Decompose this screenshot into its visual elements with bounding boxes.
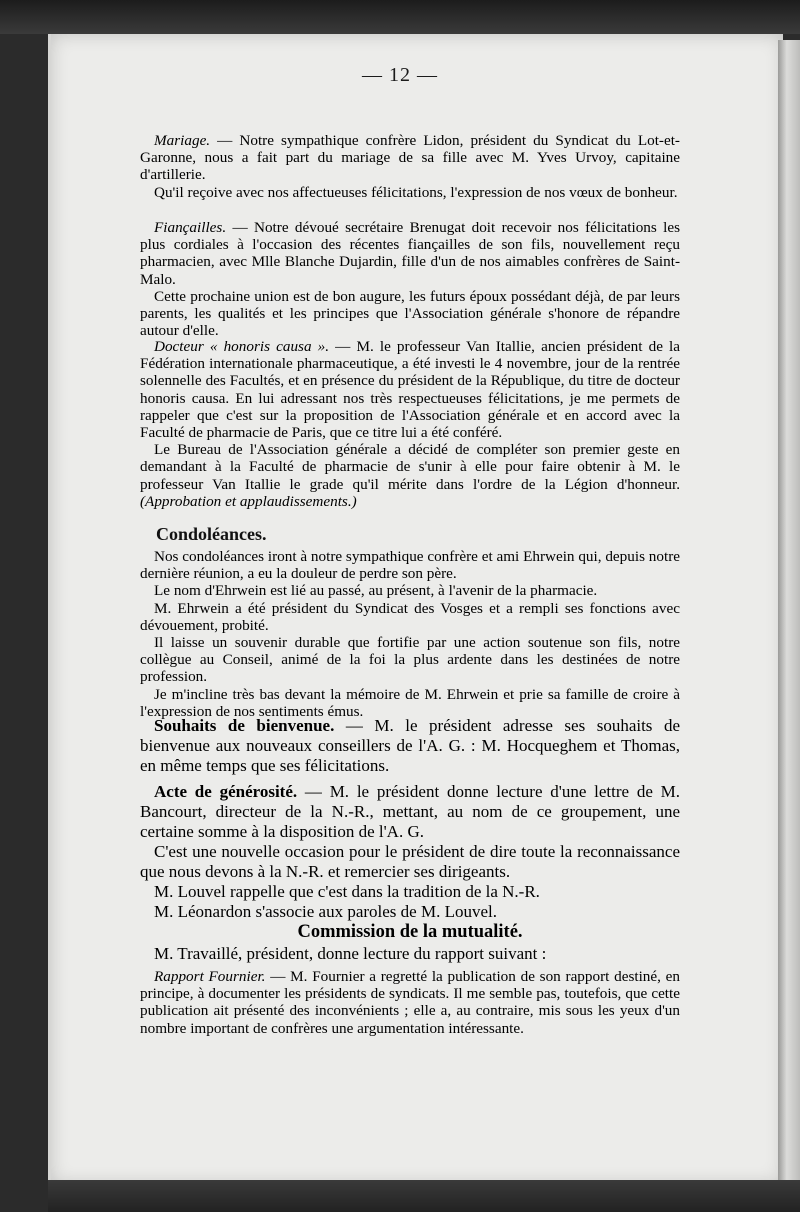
mariage-p2: Qu'il reçoive avec nos affectueuses félicitations, l'expression de nos vœux de bonheur.: [154, 183, 678, 201]
commission-heading: Commission de la mutualité.: [297, 922, 523, 942]
section-rapport: [140, 968, 680, 1037]
condoleances-p4: Il laisse un souvenir durable que fortifie par une action soutenue son fils, notre collègue au Conseil, animé de la foi la plus ardente dans les destinées de notre profession.: [140, 634, 680, 686]
page-number: — 12 —: [362, 64, 438, 86]
section-docteur: [140, 338, 680, 510]
acte-p4: M. Léonardon s'associe aux paroles de M. Louvel.: [154, 902, 497, 921]
fiancailles-text: — Notre dévoué secrétaire Brenugat doit recevoir nos félicitations les plus cordiales à l'occasion des récentes fiançailles de son fils, nouvellement reçu pharmacien, avec Mlle Blanche Dujardin, fille d'un de nos aimables confrères de Saint-Malo.: [140, 219, 680, 288]
fiancailles-lead: Fiançailles.: [154, 219, 227, 236]
docteur-lead: Docteur « honoris causa ».: [154, 338, 330, 355]
condoleances-p1: Nos condoléances iront à notre sympathique confrère et ami Ehrwein qui, depuis notre dernière réunion, a eu la douleur de perdre son père.: [140, 548, 680, 583]
page-edge-right: [778, 40, 800, 1180]
commission-p1: M. Travaillé, président, donne lecture du rapport suivant :: [154, 944, 547, 963]
mariage-text: — Notre sympathique confrère Lidon, président du Syndicat du Lot-et-Garonne, nous a fait part du mariage de sa fille avec M. Yves Urvoy, capitaine d'artillerie.: [140, 132, 680, 184]
condoleances-p3: M. Ehrwein a été président du Syndicat des Vosges et a rempli ses fonctions avec dévouement, probité.: [140, 599, 680, 634]
section-acte: [140, 782, 680, 922]
docteur-text: — M. le professeur Van Itallie, ancien président de la Fédération internationale pharmaceutique, a été investi le 4 novembre, jour de la rentrée solennelle des Facultés, et en présence du président de la République, du titre de docteur honoris causa. En lui adressant nos très respectueuses félicitations, je me permets de rappeler que c'est sur la proposition de l'Association générale et en accord avec la Faculté de pharmacie de Paris, que ce titre lui a été conféré.: [140, 338, 680, 442]
mariage-lead: Mariage.: [154, 132, 211, 149]
scan-frame-bottom: [48, 1180, 800, 1212]
fiancailles-p2: Cette prochaine union est de bon augure, les futurs époux possédant déjà, de par leurs parents, les qualités et les principes que l'Association générale s'honore de répandre autour d'elle.: [140, 287, 680, 340]
acte-p3: M. Louvel rappelle que c'est dans la tradition de la N.-R.: [154, 882, 540, 901]
docteur-p2: Le Bureau de l'Association générale a décidé de compléter son premier geste en demandant à la Faculté de pharmacie de s'unir à elle pour faire obtenir à M. le professeur Van Itallie le grade qu'il mérite dans l'ordre de la Légion d'honneur.: [140, 441, 680, 493]
acte-heading: Acte de générosité.: [154, 782, 298, 801]
condoleances-heading: Condoléances.: [156, 524, 267, 544]
souhaits-text: — M. le président adresse ses souhaits de bienvenue aux nouveaux conseillers de l'A. G. : M. Hocqueghem et Thomas, en même temps que ses félicitations.: [140, 716, 680, 775]
section-fiancailles: [140, 219, 680, 339]
scan-frame-top: [0, 0, 800, 34]
section-mariage: [140, 132, 680, 201]
condoleances-p5: Je m'incline très bas devant la mémoire de M. Ehrwein et prie sa famille de croire à l'expression de nos sentiments émus.: [140, 685, 680, 720]
commission-intro: [140, 944, 680, 964]
rapport-lead: Rapport Fournier.: [154, 968, 266, 985]
section-souhaits: [140, 716, 680, 776]
docteur-applause: (Approbation et applaudissements.): [140, 492, 357, 510]
condoleances-p2: Le nom d'Ehrwein est lié au passé, au présent, à l'avenir de la pharmacie.: [154, 582, 598, 600]
section-condoleances: [140, 548, 680, 720]
acte-text: — M. le président donne lecture d'une lettre de M. Bancourt, directeur de la N.-R., mettant, au nom de ce groupement, une certaine somme à la disposition de l'A. G.: [140, 782, 681, 841]
acte-p2: C'est une nouvelle occasion pour le président de dire toute la reconnaissance que nous devons à la N.-R. et remercier ses dirigeants.: [140, 842, 680, 881]
souhaits-heading: Souhaits de bienvenue.: [154, 716, 335, 735]
rapport-text: — M. Fournier a regretté la publication de son rapport destiné, en principe, à documenter les présidents de syndicats. Il me semble pas, toutefois, que cette publication ait présenté des inconvénients ; elle a, au contraire, mis sous les yeux d'un nombre important de confrères une argumentation intéressante.: [140, 968, 681, 1037]
